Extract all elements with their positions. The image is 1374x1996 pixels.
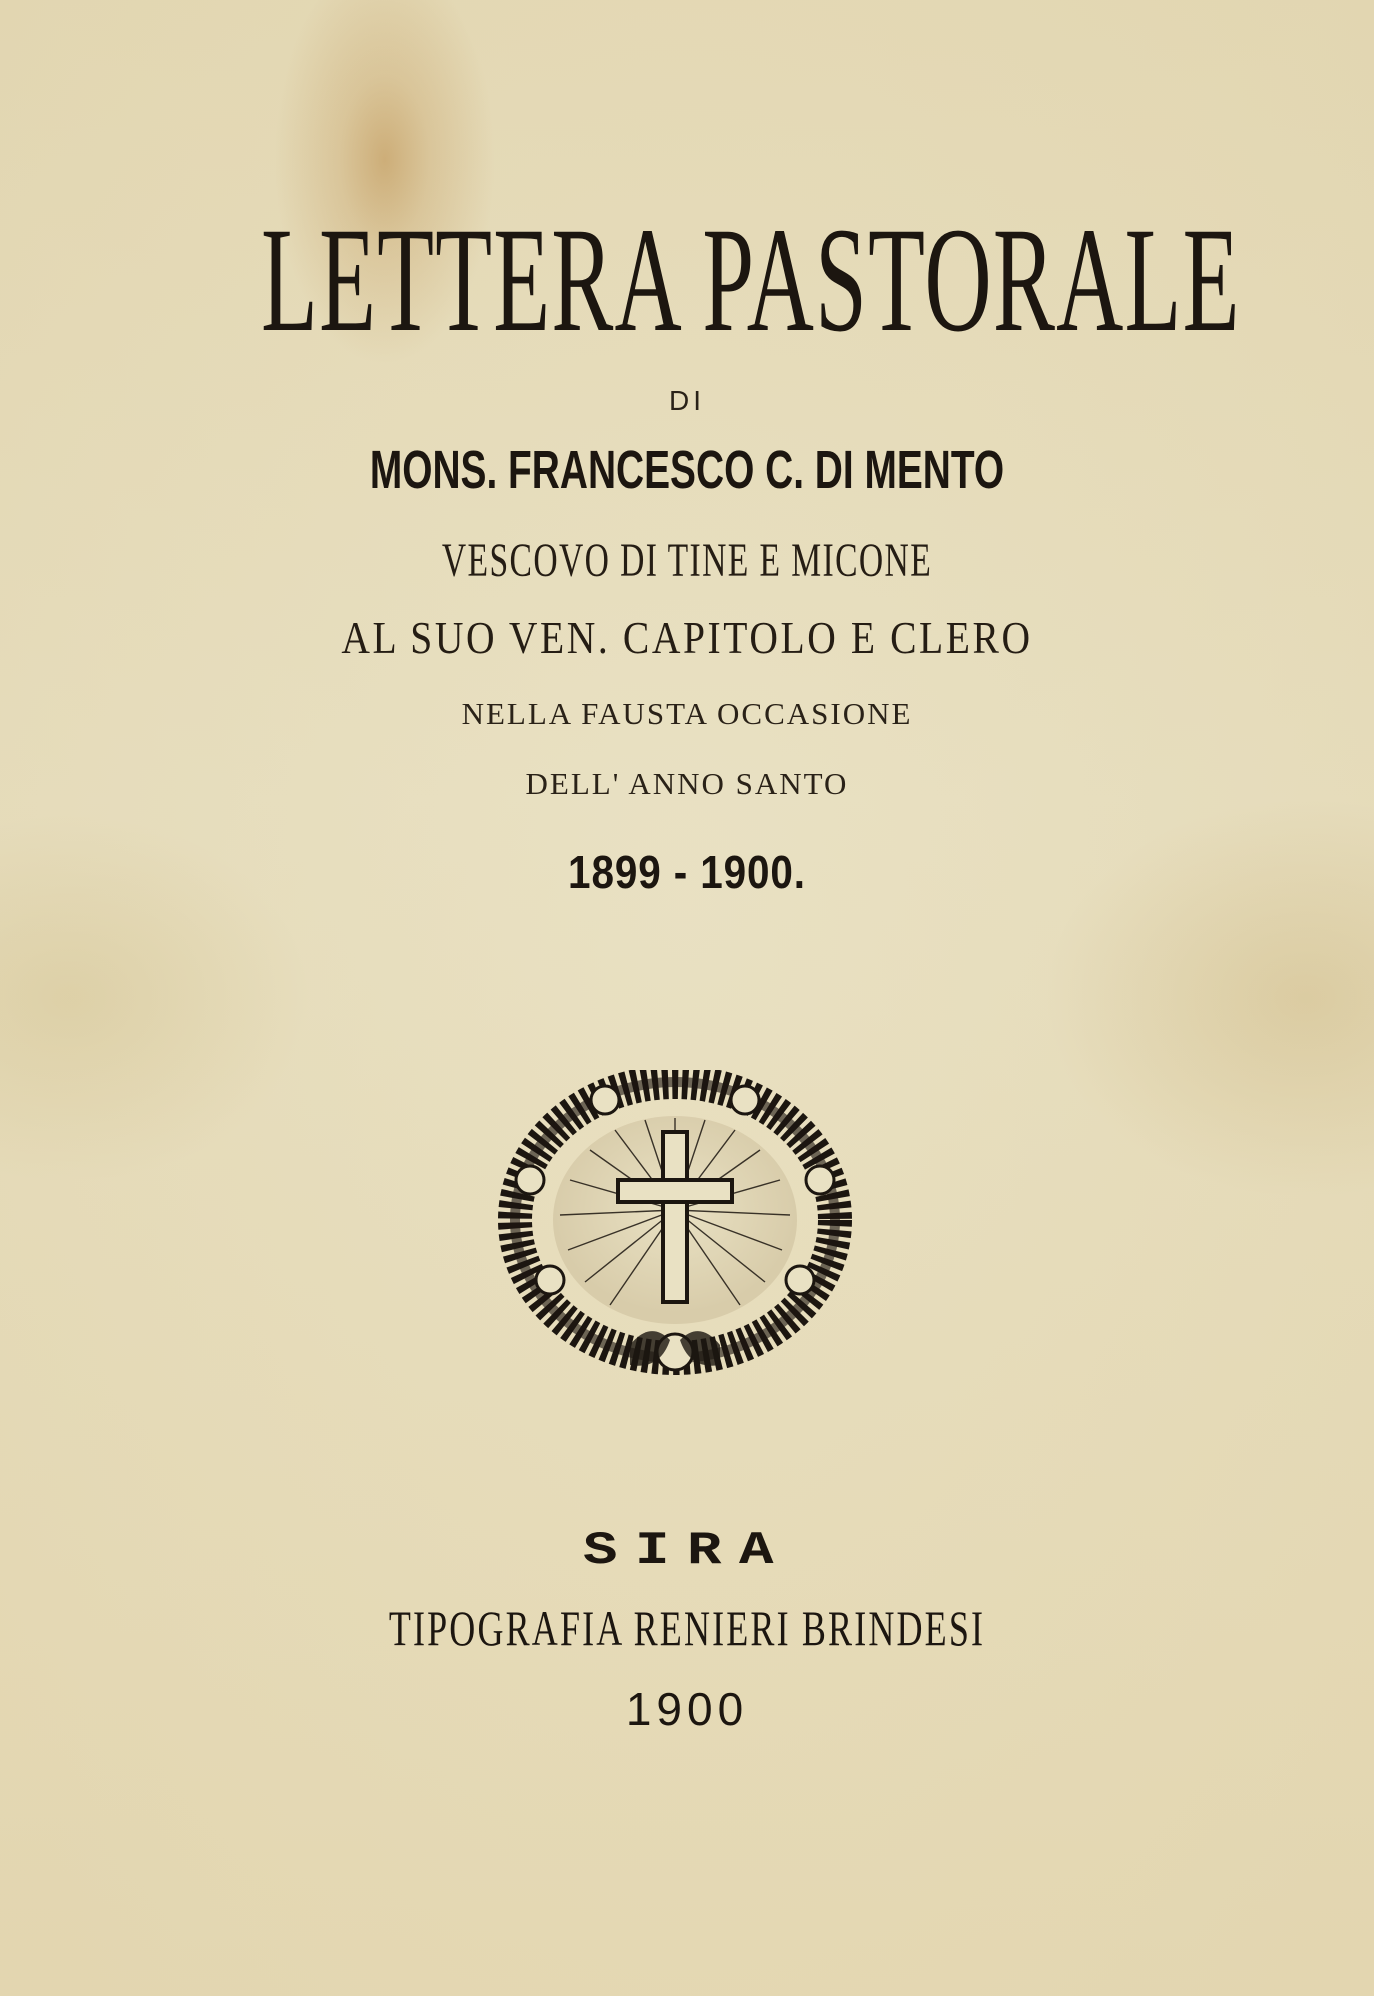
cover-addressee: AL SUO VEN. CAPITOLO E CLERO xyxy=(341,612,1033,663)
cover-title: LETTERA PASTORALE xyxy=(261,197,1241,363)
cover-publication-year: 1900 xyxy=(625,1683,749,1735)
cross-wreath-vignette xyxy=(490,1070,860,1390)
cover-anno-santo: DELL' ANNO SANTO xyxy=(525,766,849,801)
cover-di: DI xyxy=(669,385,705,416)
cross-wreath-icon xyxy=(490,1070,860,1390)
cover-author: MONS. FRANCESCO C. DI MENTO xyxy=(369,440,1005,500)
cover-printer: TIPOGRAFIA RENIERI BRINDESI xyxy=(388,1600,986,1656)
cover-years: 1899 - 1900. xyxy=(568,846,806,898)
cover-bishop-title: VESCOVO DI TINE E MICONE xyxy=(441,534,933,587)
cover-occasion: NELLA FAUSTA OCCASIONE xyxy=(461,696,913,731)
cover-place: SIRA xyxy=(582,1525,792,1577)
